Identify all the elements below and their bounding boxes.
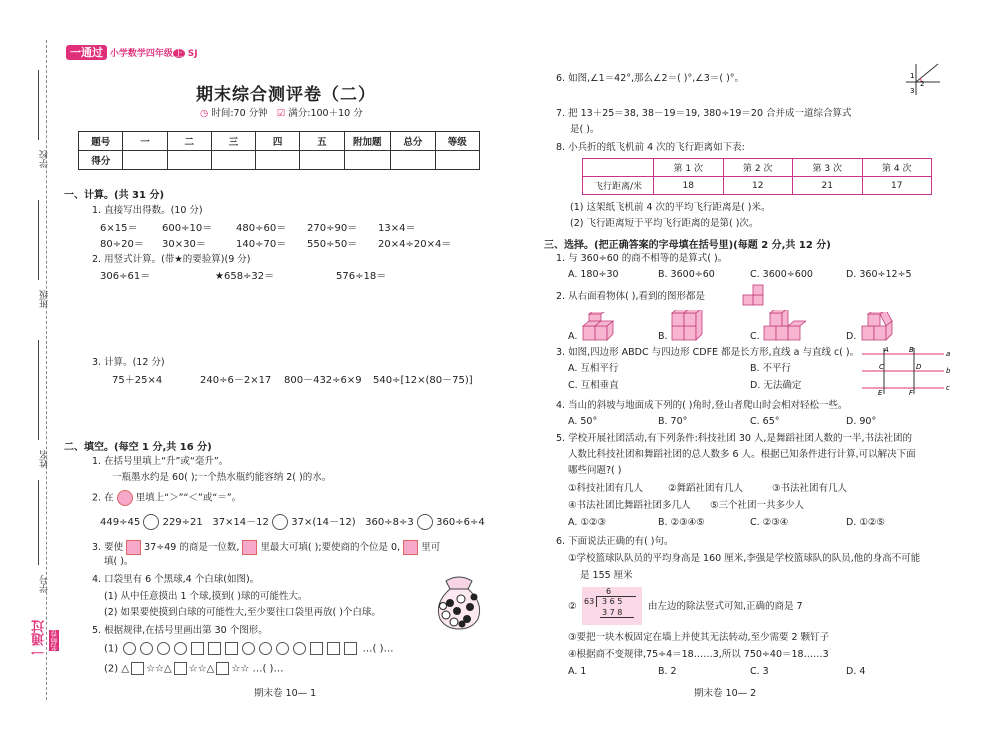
- score-input[interactable]: [167, 151, 211, 170]
- score-row-label: 得分: [79, 151, 123, 170]
- school-line: [38, 70, 39, 140]
- pattern-tail: …( )…: [252, 663, 284, 675]
- score-header-cell: 二: [167, 132, 211, 151]
- choice-option: C. 互相垂直: [568, 380, 619, 391]
- choice-option: A. 180÷30: [568, 269, 619, 280]
- flight-table: [582, 158, 932, 195]
- flight-value: 18: [654, 177, 724, 195]
- score-header-cell: 附加题: [344, 132, 391, 151]
- score-header-cell: 等级: [435, 132, 479, 151]
- division-underline: [600, 617, 634, 618]
- s3-q4-label: 4. 当山的斜坡与地面成下列的( )角时,登山者爬山时会相对轻松一些。: [556, 400, 848, 411]
- s2-q5-label: 5. 根据规律,在括号里画出第 30 个图形。: [92, 625, 268, 636]
- class-line: [38, 200, 39, 280]
- triangle-shape-icon: △: [164, 663, 172, 675]
- fig-label: b: [946, 367, 951, 375]
- fig-label: B: [909, 346, 914, 354]
- choice-option: C. 3600÷600: [750, 269, 813, 280]
- square-shape-icon: [131, 662, 144, 675]
- angle-label: 2: [920, 80, 925, 88]
- condition-item: ②舞蹈社团有几人: [668, 483, 744, 494]
- calc-item: 800－432÷6×9: [284, 375, 362, 386]
- star-shape-icon: ☆: [231, 663, 241, 675]
- long-division-figure: [582, 587, 642, 625]
- s2-q3-c: 里最大可填( );要使商的个位是 0,: [260, 542, 401, 553]
- angle-figure: [906, 62, 942, 96]
- s2-q4-label: 4. 口袋里有 6 个黑球,4 个白球(如图)。: [92, 574, 260, 585]
- pattern-tail: …( )…: [362, 643, 394, 655]
- choice-option: C. 65°: [750, 416, 780, 427]
- ball-bag-icon: [432, 575, 486, 630]
- statement-3: ③要把一块木板固定在墙上并使其无法转动,至少需要 2 颗钉子: [568, 632, 830, 643]
- s2-q8-label: 8. 小兵折的纸飞机前 4 次的飞行距离如下表:: [556, 142, 745, 153]
- flight-value: 21: [793, 177, 863, 195]
- score-input[interactable]: [256, 151, 300, 170]
- square-shape-icon: [310, 642, 323, 655]
- s2-q2-label-b: 里填上“＞”“＜”或“＝”。: [135, 492, 242, 504]
- circle-shape-icon: [140, 642, 153, 655]
- flight-header-cell: 第 1 次: [654, 159, 724, 177]
- s2-q2-label-a: 2. 在: [92, 492, 114, 504]
- triangle-shape-icon: △: [206, 663, 215, 675]
- compare-item: 360÷8÷3: [365, 517, 414, 528]
- flight-header-cell: 第 2 次: [723, 159, 793, 177]
- circle-shape-icon: [174, 642, 187, 655]
- choice-option: B. ②③④⑤: [658, 517, 705, 528]
- square-shape-icon: [208, 642, 221, 655]
- s1-q2-label: 2. 用竖式计算。(带★的要验算)(9 分): [92, 254, 251, 265]
- score-header-cell: 一: [123, 132, 167, 151]
- calc-item: 20×4÷20×4＝: [378, 239, 452, 250]
- division-product: 3 7 8: [602, 608, 623, 617]
- calc-item: 550÷50＝: [307, 239, 358, 250]
- side-brand: 一通过: [32, 620, 47, 659]
- flight-table-header: [583, 159, 932, 177]
- calc-item: 80÷20＝: [100, 239, 144, 250]
- s1-q3-label: 3. 计算。(12 分): [92, 357, 165, 368]
- compare-circle-icon: [117, 490, 133, 506]
- s2-q8-l1: (1) 这架纸飞机前 4 次的平均飞行距离是( )米。: [570, 202, 771, 213]
- score-table-header: [79, 132, 480, 151]
- flight-header-cell: [583, 159, 654, 177]
- s2-q3-a: 3. 要使: [92, 542, 124, 553]
- condition-item: ④书法社团比舞蹈社团多几人: [568, 500, 691, 511]
- division-dividend: 3 6 5: [602, 597, 623, 606]
- digit-box-icon: [126, 540, 141, 555]
- choice-option: B. 70°: [658, 416, 688, 427]
- square-shape-icon: [191, 642, 204, 655]
- calc-item: 140÷70＝: [236, 239, 287, 250]
- digit-box-icon: [242, 540, 257, 555]
- fig-label: D: [916, 363, 922, 371]
- class-label: 班级: [40, 290, 50, 308]
- clock-icon: ◷: [200, 108, 209, 119]
- s1-q1-label: 1. 直接写出得数。(10 分): [92, 205, 203, 216]
- condition-item: ③书法社团有几人: [772, 483, 848, 494]
- choice-option: B.: [658, 331, 668, 342]
- score-header-cell: 题号: [79, 132, 123, 151]
- compare-item: 229÷21: [162, 517, 203, 528]
- number-line: [38, 480, 39, 565]
- statement-1b: 是 155 厘米: [580, 570, 633, 581]
- star-shape-icon: ☆: [188, 663, 198, 675]
- choice-option: D. 360÷12÷5: [846, 269, 912, 280]
- compare-item: 360÷6÷4: [436, 517, 485, 528]
- choice-option: A. 50°: [568, 416, 598, 427]
- s2-q3-line1: [92, 540, 440, 555]
- star-shape-icon: ☆: [146, 663, 156, 675]
- calc-item: 600÷10＝: [162, 223, 213, 234]
- triangle-shape-icon: △: [121, 663, 130, 675]
- s2-q3-e: 填( )。: [104, 556, 134, 567]
- section2-title: 二、填空。(每空 1 分,共 16 分): [64, 442, 212, 453]
- edition: SJ: [187, 49, 198, 59]
- choice-option: B. 2: [658, 666, 677, 677]
- choice-option: A.: [568, 331, 578, 342]
- s2-q4-l1: (1) 从中任意摸出 1 个球,摸到( )球的可能性大。: [104, 591, 308, 602]
- compare-item: 37×(14－12): [291, 517, 356, 528]
- choice-option: D.: [846, 331, 857, 342]
- name-line: [38, 340, 39, 440]
- flight-table-row: [583, 177, 932, 195]
- footer-left: 期末卷 10— 1: [254, 688, 317, 699]
- choice-option: A. 1: [568, 666, 587, 677]
- compare-blank[interactable]: [272, 514, 288, 530]
- s3-q5-l3: 哪些问题?( ): [568, 465, 622, 476]
- choice-option: A. ①②③: [568, 517, 606, 528]
- circle-shape-icon: [293, 642, 306, 655]
- compare-blank[interactable]: [143, 514, 159, 530]
- choice-option: A. 互相平行: [568, 363, 619, 374]
- cube-stack-c-icon: [762, 310, 806, 342]
- square-shape-icon: [225, 642, 238, 655]
- section3-title: 三、选择。(把正确答案的字母填在括号里)(每题 2 分,共 12 分): [544, 240, 831, 251]
- calc-item: 30×30＝: [162, 239, 206, 250]
- statement-1a: ①学校篮球队队员的平均身高是 160 厘米,李强是学校篮球队的队员,他的身高不可能: [568, 553, 921, 564]
- calc-item: 240÷6－2×17: [200, 375, 272, 386]
- condition-item: ⑤三个社团一共多少人: [710, 500, 805, 511]
- score-table: [78, 131, 480, 170]
- score-input[interactable]: [391, 151, 435, 170]
- fig-label: C: [879, 363, 884, 371]
- compare-item: 449÷45: [100, 517, 141, 528]
- choice-option: C. 3: [750, 666, 769, 677]
- s2-q3-b: 37÷49 的商是一位数,: [144, 542, 240, 553]
- s2-q1-label: 1. 在括号里填上“升”或“毫升”。: [92, 456, 229, 467]
- score-input[interactable]: [300, 151, 344, 170]
- time-limit: 时间:70 分钟: [211, 108, 268, 119]
- series-name: 小学数学四年级: [109, 49, 173, 59]
- flight-value: 12: [723, 177, 793, 195]
- score-table-row: [79, 151, 480, 170]
- s3-q1-label: 1. 与 360÷60 的商不相等的是算式( )。: [556, 253, 728, 264]
- division-bracket: [596, 597, 597, 607]
- square-shape-icon: [216, 662, 229, 675]
- pattern-row-1: [104, 642, 394, 656]
- header-brand: [66, 44, 198, 60]
- division-divisor: 63: [584, 597, 595, 606]
- calc-item: 6×15＝: [100, 223, 138, 234]
- footer-right: 期末卷 10— 2: [694, 688, 757, 699]
- check-icon: ☑: [276, 108, 286, 119]
- choice-option: B. 不平行: [750, 363, 792, 374]
- cube-stack-d-icon: [860, 312, 896, 342]
- circle-shape-icon: [259, 642, 272, 655]
- vertical-calc-item: 306÷61＝: [100, 271, 151, 282]
- square-shape-icon: [327, 642, 340, 655]
- circle-shape-icon: [242, 642, 255, 655]
- choice-option: D. 无法确定: [750, 380, 802, 391]
- score-header-cell: 三: [211, 132, 255, 151]
- score-header-cell: 总分: [391, 132, 435, 151]
- name-label: 姓名: [40, 450, 50, 468]
- choice-option: D. 90°: [846, 416, 877, 427]
- binding-line: [46, 40, 47, 700]
- flight-row-label: 飞行距离/米: [583, 177, 654, 195]
- score-input[interactable]: [344, 151, 391, 170]
- s2-q3-d: 里可: [421, 542, 441, 553]
- compare-item: 37×14－12: [212, 517, 269, 528]
- choice-option: C.: [750, 331, 760, 342]
- side-view-shape-icon: [742, 284, 768, 306]
- pattern-prefix: (1): [104, 643, 119, 655]
- flight-value: 17: [862, 177, 932, 195]
- choice-option: D. 4: [846, 666, 866, 677]
- choice-option: B. 3600÷60: [658, 269, 715, 280]
- statement-4: ④根据商不变规律,75÷4＝18……3,所以 750÷40＝18……3: [568, 649, 829, 660]
- vertical-calc-item: ★658÷32＝: [215, 271, 275, 282]
- s2-q7-b: 是( )。: [570, 124, 600, 135]
- cube-stack-a-icon: [581, 312, 617, 342]
- flight-header-cell: 第 3 次: [793, 159, 863, 177]
- s2-q2-items: [100, 514, 485, 530]
- grade-badge: 上: [174, 49, 183, 58]
- section1-title: 一、计算。(共 31 分): [64, 190, 165, 201]
- s2-q1-line: 一瓶墨水约是 60( );一个热水瓶约能容纳 2( )的水。: [112, 472, 332, 483]
- statement-2: 由左边的除法竖式可知,正确的商是 7: [648, 601, 803, 612]
- s3-q2-label: 2. 从右面看物体( ),看到的图形都是: [556, 291, 706, 302]
- cube-stack-b-icon: [670, 310, 706, 342]
- fig-label: c: [946, 384, 950, 392]
- fig-label: A: [884, 346, 889, 354]
- pattern-prefix: (2): [104, 663, 119, 675]
- s2-q6: 6. 如图,∠1＝42°,那么∠2＝( )°,∠3＝( )°。: [556, 73, 745, 84]
- vertical-calc-item: 576÷18＝: [336, 271, 387, 282]
- page-title: 期末综合测评卷（二）: [196, 85, 376, 105]
- choice-option: C. ②③④: [750, 517, 789, 528]
- s2-q2-label: [92, 490, 241, 506]
- school-label: 学校: [40, 150, 50, 168]
- full-score: 满分:100＋10 分: [288, 108, 363, 119]
- calc-item: 540÷[12×(80－75)]: [373, 375, 473, 386]
- compare-blank[interactable]: [417, 514, 433, 530]
- s3-q3-label: 3. 如图,四边形 ABDC 与四边形 CDFE 都是长方形,直线 a 与直线 c( )。: [556, 347, 860, 358]
- fig-label: E: [878, 389, 883, 396]
- choice-option: D. ①②⑤: [846, 517, 885, 528]
- score-input[interactable]: [211, 151, 255, 170]
- rectangle-lines-figure: [862, 344, 954, 396]
- flight-header-cell: 第 4 次: [862, 159, 932, 177]
- circled-2: ②: [568, 601, 577, 612]
- score-input[interactable]: [435, 151, 479, 170]
- circle-shape-icon: [123, 642, 136, 655]
- fig-label: F: [909, 389, 914, 396]
- star-shape-icon: ☆: [155, 663, 164, 675]
- s3-q6-label: 6. 下面说法正确的有( )句。: [556, 536, 674, 547]
- calc-item: 75＋25×4: [112, 375, 163, 386]
- circle-shape-icon: [276, 642, 289, 655]
- s3-q5-l2: 人数比科技社团和舞蹈社团的总人数多 6 人。根据已知条件进行计算,可以解决下面: [568, 449, 916, 460]
- pattern-row-2: [104, 662, 283, 676]
- score-header-cell: 五: [300, 132, 344, 151]
- s3-q5-l1: 5. 学校开展社团活动,有下列条件:科技社团 30 人,是舞蹈社团人数的一半,书法社团的: [556, 433, 912, 444]
- brand-logo: 一通过: [66, 45, 107, 60]
- circle-shape-icon: [157, 642, 170, 655]
- fig-label: a: [946, 350, 951, 358]
- calc-item: 13×4＝: [378, 223, 416, 234]
- exam-meta: [200, 108, 363, 120]
- star-shape-icon: ☆: [240, 663, 250, 675]
- condition-item: ①科技社团有几人: [568, 483, 644, 494]
- square-shape-icon: [344, 642, 357, 655]
- division-quotient: 6: [606, 587, 612, 596]
- number-label: 学号: [40, 575, 50, 593]
- angle-label: 3: [910, 87, 915, 95]
- side-tag: 名师卷: [50, 630, 58, 651]
- star-shape-icon: ☆: [197, 663, 207, 675]
- square-shape-icon: [174, 662, 187, 675]
- calc-item: 270÷90＝: [307, 223, 358, 234]
- score-header-cell: 四: [256, 132, 300, 151]
- s2-q7-a: 7. 把 13＋25＝38, 38－19＝19, 380÷19＝20 合并成一道综合算式: [556, 108, 852, 119]
- score-input[interactable]: [123, 151, 167, 170]
- digit-box-icon: [403, 540, 418, 555]
- calc-item: 480÷60＝: [236, 223, 287, 234]
- s2-q4-l2: (2) 如果要使摸到白球的可能性大,至少要往口袋里再放( )个白球。: [104, 607, 381, 618]
- angle-label: 1: [910, 72, 915, 80]
- s2-q8-l2: (2) 飞行距离短于平均飞行距离的是第( )次。: [570, 218, 759, 229]
